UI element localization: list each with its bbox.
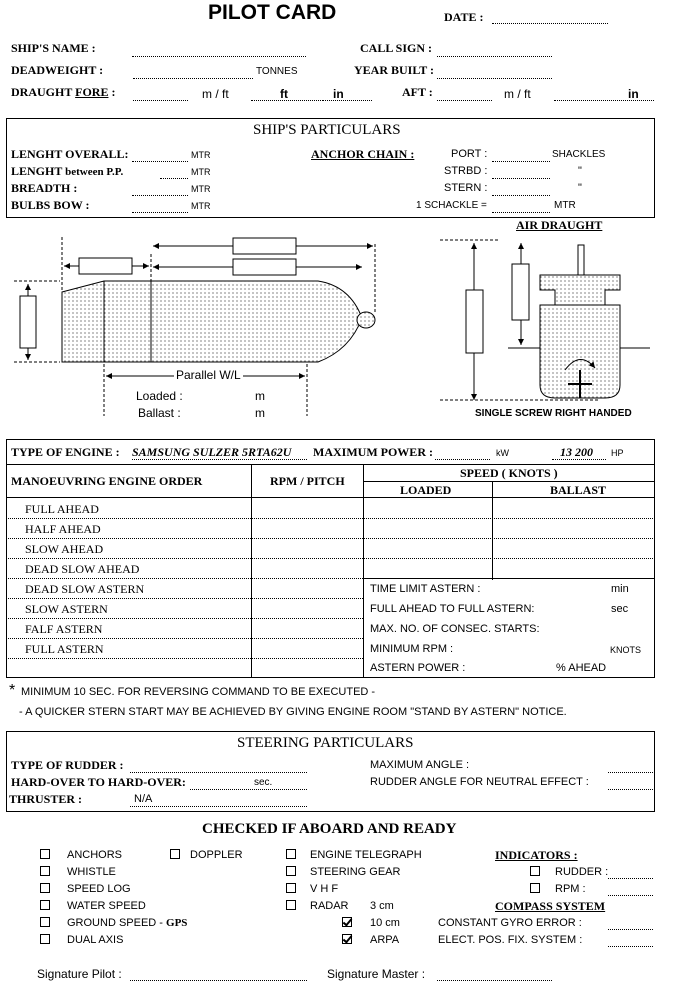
vhf-checkbox[interactable] (286, 883, 296, 893)
fore-in-unit: in (333, 87, 344, 101)
breadth-label: BREADTH : (11, 181, 78, 195)
kw-unit: kW (496, 448, 509, 458)
parallel-wl-label: Parallel W/L (176, 368, 241, 382)
deadweight-label: DEADWEIGHT : (11, 63, 104, 77)
call-sign-label: CALL SIGN : (360, 41, 433, 55)
engine-rpm-cell[interactable] (252, 498, 362, 518)
thruster-value: N/A (134, 793, 153, 805)
aft-in-unit: in (628, 87, 639, 101)
engine-rpm-cell[interactable] (252, 638, 362, 658)
rudder-type-field[interactable] (130, 772, 307, 773)
aft-m-ft-unit: m / ft (504, 87, 531, 101)
port-label: PORT : (451, 148, 488, 160)
engine-telegraph-checkbox[interactable] (286, 849, 296, 859)
dual-axis-label: DUAL AXIS (67, 934, 124, 946)
hard-over-unit: sec. (254, 777, 273, 788)
max-power-label: MAXIMUM POWER : (313, 445, 433, 459)
aft-m-field[interactable] (437, 100, 492, 101)
breadth-field[interactable] (132, 195, 188, 196)
max-power-value: 13 200 (560, 445, 593, 459)
hp-unit: HP (611, 448, 624, 458)
ballast-label: Ballast : (138, 406, 181, 420)
water-speed-checkbox[interactable] (40, 900, 50, 910)
call-sign-field[interactable] (437, 56, 552, 57)
engine-row-rule (6, 658, 363, 659)
fore-m-field[interactable] (133, 100, 188, 101)
bulbs-bow-field[interactable] (132, 212, 188, 213)
page-title: PILOT CARD (208, 1, 337, 24)
ballast-unit: m (255, 406, 265, 420)
stern-label: STERN : (444, 182, 488, 194)
engine-row-rule (6, 518, 655, 519)
checked-title: CHECKED IF ABOARD AND READY (202, 821, 457, 837)
lbp-field[interactable] (160, 178, 188, 179)
stern-ditto: " (578, 182, 582, 194)
strbd-field[interactable] (492, 178, 550, 179)
doppler-checkbox[interactable] (170, 849, 180, 859)
steering-gear-checkbox[interactable] (286, 866, 296, 876)
year-built-field[interactable] (437, 78, 552, 79)
date-field[interactable] (492, 23, 608, 24)
engine-rpm-cell[interactable] (252, 578, 362, 598)
signature-master-label: Signature Master : (327, 967, 426, 981)
signature-master-field[interactable] (437, 980, 552, 981)
date-label: DATE : (444, 10, 484, 24)
engine-loaded-cell[interactable] (364, 558, 491, 578)
engine-row-rule (6, 558, 655, 559)
rudder-type-label: TYPE OF RUDDER : (11, 758, 124, 772)
speed-log-checkbox[interactable] (40, 883, 50, 893)
steering-title: STEERING PARTICULARS (237, 735, 414, 751)
engine-row-rule (6, 618, 363, 619)
col-speed: SPEED ( KNOTS ) (460, 466, 558, 480)
engine-header-rule (6, 464, 655, 465)
bulbs-bow-unit: MTR (191, 201, 211, 211)
neutral-effect-field[interactable] (608, 789, 653, 790)
indicators-label: INDICATORS : (495, 848, 578, 862)
speed-sub-rule (363, 481, 655, 482)
ship-name-field[interactable] (132, 56, 306, 57)
gyro-error-field[interactable] (608, 929, 653, 930)
arpa-checkbox[interactable] (342, 934, 352, 944)
vhf-label: V H F (310, 883, 339, 895)
shackle-length-field[interactable] (492, 212, 550, 213)
neutral-effect-label: RUDDER ANGLE FOR NEUTRAL EFFECT : (370, 776, 589, 788)
radar-3cm-label: 3 cm (370, 900, 394, 912)
engine-loaded-cell[interactable] (364, 538, 491, 558)
hull-side-view (62, 281, 375, 362)
whistle-label: WHISTLE (67, 866, 116, 878)
radar-checkbox[interactable] (286, 900, 296, 910)
loa-label: LENGHT OVERALL: (11, 147, 129, 161)
steering-gear-label: STEERING GEAR (310, 866, 401, 878)
col-ballast: BALLAST (550, 483, 607, 497)
rpm-indicator-checkbox[interactable] (530, 883, 540, 893)
anchors-checkbox[interactable] (40, 849, 50, 859)
stern-field[interactable] (492, 195, 550, 196)
loaded-label: Loaded : (136, 389, 183, 403)
engine-order-4: DEAD SLOW AHEAD (25, 562, 140, 576)
doppler-label: DOPPLER (190, 849, 243, 861)
engine-order-1: FULL AHEAD (25, 502, 99, 516)
shackles-unit: SHACKLES (552, 149, 606, 160)
loa-field[interactable] (132, 161, 188, 162)
engine-type-underline (132, 459, 307, 460)
ship-profile-diagram (0, 220, 675, 430)
water-speed-label: WATER SPEED (67, 900, 146, 912)
min-rpm-label: MINIMUM RPM : (370, 643, 454, 655)
engine-type-label: TYPE OF ENGINE : (11, 445, 120, 459)
loa-unit: MTR (191, 150, 211, 160)
fore-in-field[interactable] (322, 100, 372, 101)
hard-over-label: HARD-OVER TO HARD-OVER: (11, 775, 186, 789)
arpa-label: ARPA (370, 934, 400, 946)
radar-label: RADAR (310, 900, 349, 912)
note-line-1: MINIMUM 10 SEC. FOR REVERSING COMMAND TO BE EXECUTED - (21, 686, 376, 698)
air-draught-label: AIR DRAUGHT (516, 218, 603, 232)
draught-word: DRAUGHT (11, 85, 73, 99)
engine-rpm-cell[interactable] (252, 598, 362, 618)
port-field[interactable] (492, 161, 550, 162)
whistle-checkbox[interactable] (40, 866, 50, 876)
draught-fore-label (11, 85, 115, 100)
max-power-kw-field[interactable] (435, 459, 490, 460)
max-starts-label: MAX. NO. OF CONSEC. STARTS: (370, 623, 540, 635)
engine-ballast-cell[interactable] (493, 498, 654, 518)
anchor-chain-label: ANCHOR CHAIN : (311, 147, 415, 161)
engine-telegraph-label: ENGINE TELEGRAPH (310, 849, 422, 861)
ship-name-label: SHIP'S NAME : (11, 41, 96, 55)
engine-order-8: FULL ASTERN (25, 642, 104, 656)
elect-pos-fix-label: ELECT. POS. FIX. SYSTEM : (438, 934, 583, 946)
strbd-label: STRBD : (444, 165, 488, 177)
rpm-indicator-label: RPM : (555, 883, 586, 895)
tonnes-unit: TONNES (256, 66, 298, 77)
anchors-label: ANCHORS (67, 849, 123, 861)
max-power-hp-underline (552, 459, 606, 460)
lbp-between: between P.P. (62, 166, 124, 178)
engine-order-5: DEAD SLOW ASTERN (25, 582, 145, 596)
gyro-error-label: CONSTANT GYRO ERROR : (438, 917, 582, 929)
astern-power-unit: % AHEAD (556, 662, 607, 674)
astern-power-label: ASTERN POWER : (370, 662, 466, 674)
bulbs-bow-label: BULBS BOW : (11, 198, 90, 212)
gps-text: GPS (166, 917, 188, 929)
deadweight-field[interactable] (133, 78, 253, 79)
compass-system-label: COMPASS SYSTEM (495, 899, 606, 913)
note-asterisk: * (9, 682, 16, 699)
ships-particulars-title: SHIP'S PARTICULARS (253, 122, 401, 138)
engine-rpm-cell[interactable] (252, 558, 362, 578)
radar-10cm-checkbox[interactable] (342, 917, 352, 927)
lbp-word: LENGHT (11, 164, 63, 178)
draught-colon: : (108, 85, 116, 99)
engine-row-rule (6, 638, 363, 639)
shackle-length-label: 1 SCHACKLE = (416, 200, 487, 211)
max-angle-field[interactable] (608, 772, 653, 773)
thruster-label: THRUSTER : (9, 792, 83, 806)
full-ahead-astern-unit: sec (611, 603, 629, 615)
speed-log-label: SPEED LOG (67, 883, 131, 895)
time-limit-label: TIME LIMIT ASTERN : (370, 583, 481, 595)
rudder-indicator-label: RUDDER : (555, 866, 609, 878)
note-line-2: - A QUICKER STERN START MAY BE ACHIEVED BY GIVING ENGINE ROOM "STAND BY ASTERN" NOTICE. (19, 706, 567, 718)
engine-ballast-cell[interactable] (493, 558, 654, 578)
elect-pos-fix-field[interactable] (608, 946, 653, 947)
ground-speed-checkbox[interactable] (40, 917, 50, 927)
engine-order-2: HALF AHEAD (25, 522, 101, 536)
engine-order-3: SLOW AHEAD (25, 542, 104, 556)
ground-speed-text: GROUND SPEED - (67, 917, 167, 929)
col-rpm-pitch: RPM / PITCH (270, 474, 345, 488)
fore-ft-unit: ft (280, 87, 288, 101)
fore-m-ft-unit: m / ft (202, 87, 229, 101)
engine-loaded-cell[interactable] (364, 498, 491, 518)
rudder-indicator-checkbox[interactable] (530, 866, 540, 876)
engine-row-rule (6, 598, 363, 599)
full-ahead-astern-label: FULL AHEAD TO FULL ASTERN: (370, 603, 535, 615)
dual-axis-checkbox[interactable] (40, 934, 50, 944)
signature-pilot-field[interactable] (130, 980, 307, 981)
lbp-label (11, 164, 123, 179)
rpm-indicator-field[interactable] (608, 895, 653, 896)
engine-loaded-cell[interactable] (364, 518, 491, 538)
ground-speed-label (67, 917, 187, 929)
shackle-length-unit: MTR (554, 200, 576, 211)
screw-caption: SINGLE SCREW RIGHT HANDED (475, 408, 632, 419)
hull-stern-view (540, 245, 620, 398)
engine-order-7: FALF ASTERN (25, 622, 103, 636)
hard-over-field[interactable] (190, 789, 307, 790)
engine-ballast-cell[interactable] (493, 518, 654, 538)
speed-table-bottom-rule (363, 578, 655, 579)
max-angle-label: MAXIMUM ANGLE : (370, 759, 470, 771)
engine-rpm-cell[interactable] (252, 518, 362, 538)
signature-pilot-label: Signature Pilot : (37, 967, 122, 981)
time-limit-unit: min (611, 583, 629, 595)
engine-rpm-cell[interactable] (252, 538, 362, 558)
year-built-label: YEAR BUILT : (354, 63, 435, 77)
radar-10cm-label: 10 cm (370, 917, 400, 929)
col-engine-order: MANOEUVRING ENGINE ORDER (11, 474, 203, 488)
aft-label: AFT : (402, 85, 433, 99)
engine-ballast-cell[interactable] (493, 538, 654, 558)
engine-row-rule (6, 538, 655, 539)
fore-word: FORE (75, 85, 109, 99)
engine-order-6: SLOW ASTERN (25, 602, 108, 616)
thruster-field[interactable] (130, 806, 307, 807)
loaded-unit: m (255, 389, 265, 403)
lbp-unit: MTR (191, 167, 211, 177)
aft-ft-field[interactable] (554, 100, 654, 101)
min-rpm-unit: KNOTS (610, 645, 642, 655)
breadth-unit: MTR (191, 184, 211, 194)
rudder-indicator-field[interactable] (608, 878, 653, 879)
col-loaded: LOADED (400, 483, 452, 497)
engine-rpm-cell[interactable] (252, 618, 362, 638)
strbd-ditto: " (578, 165, 582, 177)
engine-type-value: SAMSUNG SULZER 5RTA62U (132, 445, 292, 459)
